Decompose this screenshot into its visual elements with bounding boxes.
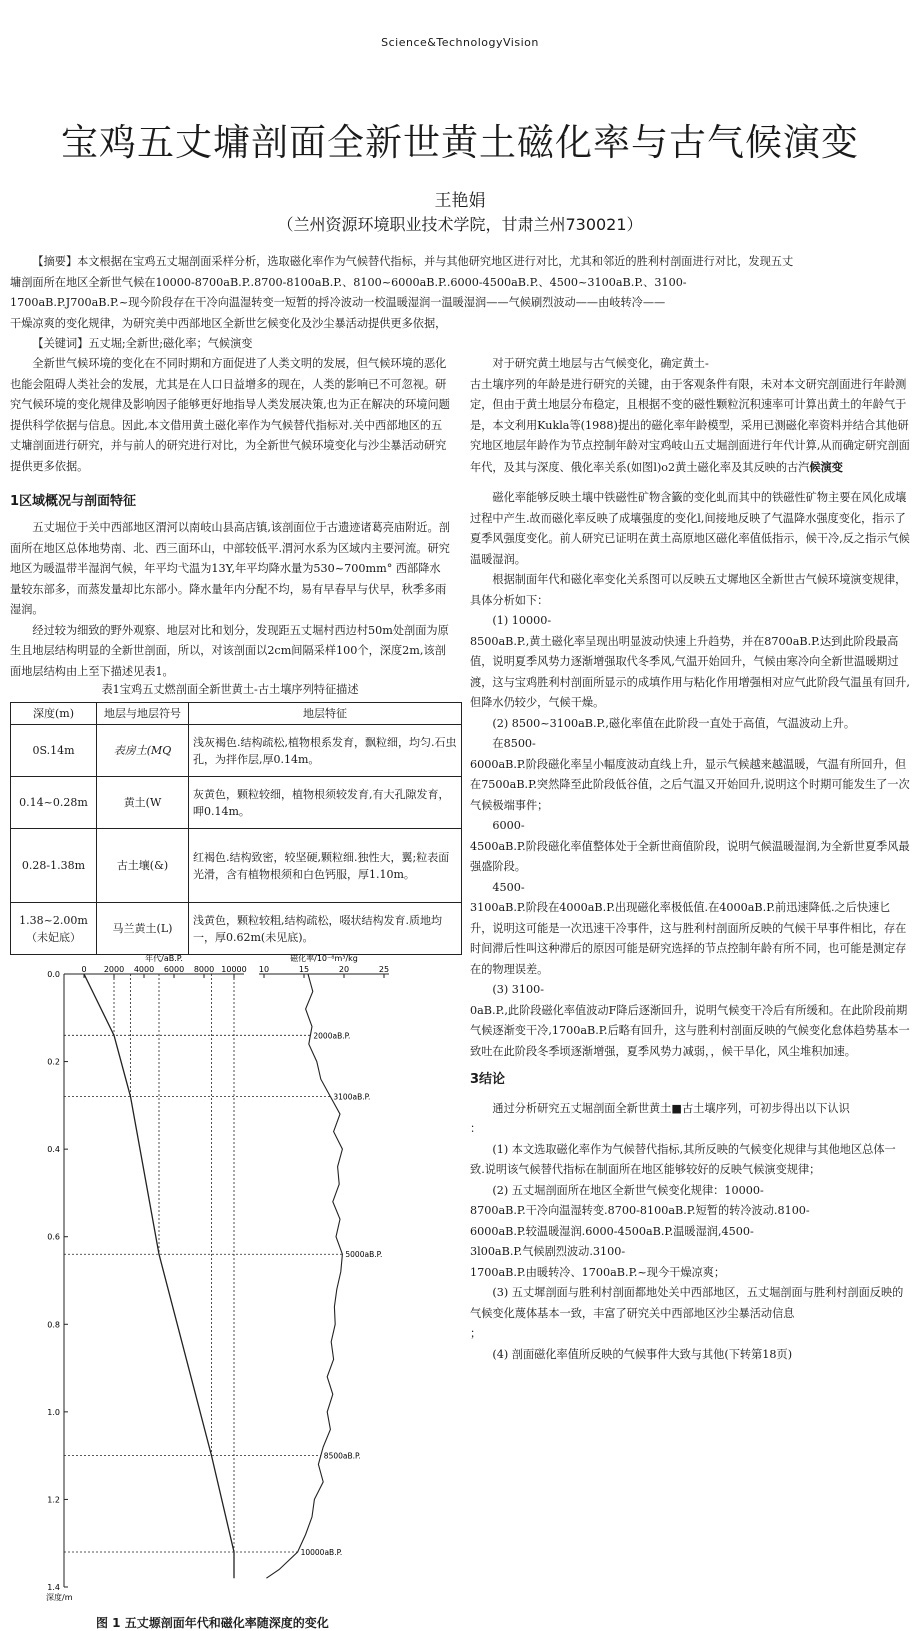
spacer — [470, 478, 910, 488]
paper-title: 宝鸡五丈墉剖面全新世黄土磁化率与古气候演变 — [61, 121, 859, 164]
keywords: 【关键词】五丈堀;全新世;磁化率；气候演变 — [32, 337, 253, 350]
age-paragraph-text: 古土壤序列的年龄是进行研究的关键，由于客观条件有限，未对本文研究剖面进行年龄测定，但由于黄土地层分布稳定，且根据不变的磁性颗粒沉积速率可计算出黄土的年龄气于是，本文利用Kukla等(1988)提出的磁化率年龄模型，采用已测磁化率资料并结合其他研究地区地层年龄作为节点控制年龄对宝鸡岐山五丈堀剖面进行年代计算,从而确定研究剖面年代，及其与深度、俄化率关系(如图l)o2黄土磁化率及其反映的古汽 — [470, 377, 910, 474]
y-tick-label: 0.4 — [47, 1145, 60, 1155]
right-column — [470, 354, 910, 1365]
table-cell: 表房土(MQ — [97, 725, 189, 777]
conclusion-3: (3) 五丈墀剖面与胜利村剖面都地处关中西部地区，五丈堀剖面与胜利村剖面反映的气候变化蔑体基本一致，丰富了研究关中西部地区沙尘暴活动信息 — [470, 1286, 904, 1320]
sus-tick-label: 20 — [338, 965, 350, 974]
spacer — [470, 1091, 910, 1099]
table-header-row — [11, 703, 462, 725]
item-2-text-c: 3100aB.P.阶段在4000aB.P.出现磁化率极低值.在4000aB.P.前迅速降低.之后快速匕升，说明这可能是一次迅速干冷事件，这与胜利村剖面所反映的气候干早事件相比，存在时间滞后性叫这种滞后的原因可能是研究选择的节点控制年龄有所不同，也可能是测定存在的物理误差。 — [470, 901, 907, 976]
table-cell: 浅灰褐色.结构疏松,植物根系发育，飘粒细，均匀.石虫孔，为拌作层,厚0.14m。 — [189, 725, 462, 777]
table-row — [11, 777, 462, 829]
conclusion-2-start: (2) 五丈堀剖面所在地区全新世气候变化规律：10000- — [492, 1183, 764, 1197]
table-cell: 浅黄色，颗粒较粗,结构疏松，啜状结构发育.质地均一，厚0.62m(未见底)。 — [189, 903, 462, 955]
y-tick-label: 1.4 — [47, 1583, 60, 1592]
region-paragraph: 五丈堀位于关中西部地区渭河以南岐山县高店镇,该剖面位于古遗迹诸葛亮庙附近。剖面所在地区总体地势南、北、西三面环山，中部较低平.渭河水系为区域内主要河流。研究地区为暖温带半湿润气候，年平均弋温为13Y,年平均降水量为530~700mm° 西部降水量较东部多，而蒸发量却比东部小。降水量年内分配不均，易有早春早与伏早，秋季多雨湿润。 — [10, 521, 450, 616]
item-2-text-a: 6000aB.P.阶段磁化率呈小幅度波动直线上升，显示气候越来越温暖，气温有所回升，但在7500aB.P.突然降至此阶段低谷值，之后气温又开始回升,说明这个时期可能发生了一次气候极端事件； — [470, 757, 910, 812]
sus-tick-label: 15 — [298, 965, 310, 974]
section-1-heading: 1区域概况与剖面特征 — [10, 494, 137, 509]
annotation-label: 10000aB.P. — [300, 1547, 343, 1557]
table-header-cell: 深度(m) — [11, 703, 97, 725]
conclusion-2-line: 3l00aB.P.气候剧烈波动.3100- — [470, 1245, 626, 1258]
age-tick-label: 6000 — [163, 965, 185, 974]
age-tick-label: 8000 — [193, 965, 215, 974]
table-cell: 0.14~0.28m — [11, 777, 97, 829]
conclusion-4: (4) 剖面磁化率值所反映的气候事件大致与其他(下转第18页) — [492, 1347, 793, 1361]
table-cell: 黄土(W — [97, 777, 189, 829]
table-caption: 表1宝鸡五丈燃剖面全新世黄土-古土壤序列特征描述 — [101, 683, 359, 696]
analysis-intro: 根据制面年代和磁化率变化关系图可以反映五丈墀地区全新世古气候环境演变规律，具体分析如下： — [470, 573, 907, 607]
figure-1-chart — [44, 954, 404, 1612]
y-tick-label: 1.0 — [47, 1407, 60, 1417]
abstract-line-4: 干燥凉爽的变化规律，为研究美中西部地区全新世乞候变化及沙尘暴活动提供更多依据， — [10, 316, 447, 330]
abstract-line-1: 【摘要】本文根据在宝鸡五丈堀剖面采样分析，选取磁化率作为气候替代指标，并与其他研究地区进行对比，尤其和邻近的胜利村剖面进行对比，发现五丈 — [32, 255, 794, 268]
left-intro — [10, 354, 450, 477]
table-cell: 马兰黄土(L) — [97, 903, 189, 955]
table-cell: 红褐色.结构致密，较坚硬,颗粒细.独性大，翼;粒表面光滑，含有植物根须和白色钙服，厚1.10m。 — [189, 829, 462, 903]
sampling-paragraph: 经过较为细致的野外观察、地层对比和划分，发现距五丈堀村西边村50m处剖面为原生且地层结构明显的全新世剖面，所以，对该剖面以2cm间隔采样100个，深度2m,该剖面地层结构由上至下描述见表1。 — [10, 623, 449, 678]
table-row — [11, 829, 462, 903]
susceptibility-line — [266, 974, 342, 1578]
section-3-heading: 3结论 — [470, 1072, 506, 1087]
table-row — [11, 903, 462, 955]
intro-paragraph: 全新世气候环境的变化在不同时期和方面促进了人类文明的发展，但气候环境的恶化也能会阻碍人类社会的发展，尤其是在人口日益增多的现在，人类的影响已不可忽视。研究气候环境的变化规律及影响因子能够更好地指导人类发展决策,也为正在解决的环境问题提供科学依据与信息。因此,本文借用黄土磁化率作为气候替代指标对.关中西部地区的五丈墉剖面进行研究，并与前人的研究进行对比，为全新世气候环境变化与沙尘暴活动研究提供更多依据。 — [10, 357, 450, 473]
table-cell: 古土壤(&) — [97, 829, 189, 903]
y-tick-label: 0.2 — [47, 1057, 60, 1067]
age-paragraph — [470, 375, 910, 479]
item-2-sub-b: 6000- — [492, 819, 525, 832]
item-1-text: 8500aB.P.,黄土磁化率呈现出明显波动快速上升趋势，并在8700aB.P.达到此阶段最高值，说明夏季风势力逐渐增强取代冬季风,气温开始回升，气候由寒冷向全新世温暖期过渡，这与宝鸡胜利村剖面所显示的成填作用与粘化作用增强相对应气此阶段气温虽有回升,但降水仍较少，气候干燥。 — [470, 634, 910, 709]
conclusion-intro: 通过分析研究五丈堀剖面全新世黄土■古土壤序列，可初步得出以下认识 — [492, 1101, 850, 1115]
left-section-1 — [10, 518, 450, 682]
age-tick-label: 2000 — [103, 965, 125, 974]
age-paragraph-bold: 候演变 — [809, 459, 843, 474]
item-3-start: (3) 3100- — [492, 983, 545, 996]
item-2-sub-c: 4500- — [492, 880, 525, 894]
item-2-start: (2) 8500~3100aB.P.,磁化率值在此阶段一直处于高值，气温波动上升。 — [492, 716, 856, 730]
item-2-sub-a: 在8500- — [492, 737, 536, 750]
y-tick-label: 0.8 — [47, 1320, 60, 1330]
annotation-label: 8500aB.P. — [323, 1451, 361, 1461]
affiliation: （兰州资源环境职业技术学院，甘肃兰州730021） — [277, 215, 643, 234]
item-3-text: 0aB.P.,此阶段磁化率值波动F降后逐渐回升，说明气候变干冷后有所缓和。在此阶段前期气候逐渐变干冷,1700aB.P.后略有回升，这与胜利村剖面反映的气候变化怠体趋势基本一致吐在此阶段冬季顷逐渐增强，夏季风势力减弱，，候干旱化，风尘堆积加速。 — [470, 1003, 910, 1058]
conclusion-2-line: 1700aB.P.由暖转冷、1700aB.P.~现今干燥凉爽； — [470, 1265, 726, 1279]
age-paragraph-start: 对于研究黄土地层与古气候变化，确定黄土- — [492, 357, 709, 370]
table-cell: 0S.14m — [11, 725, 97, 777]
table-cell: 灰黄色，颗粒较细，植物根须较发育,有大孔隙发育，呷0.14m。 — [189, 777, 462, 829]
abstract-line-2: 墉剖面所在地区全新世气候在10000-8700aB.P..8700-8100aB.P.、8100~6000aB.P..6000-4500aB.P.、4500~3100aB.P.、3100- — [10, 275, 687, 289]
annotation-label: 2000aB.P. — [313, 1031, 351, 1041]
y-tick-label: 0.6 — [47, 1232, 60, 1242]
table-cell: 0.28-1.38m — [11, 829, 97, 903]
abstract-line-3: 1700aB.P.J700aB.P.~现今阶段存在干冷向温湿转变一短暂的捋冷波动一校温暖湿润一温暖湿润——气候刷烈波动——由岐转冷—— — [10, 296, 666, 309]
sus-axis-label: 磁化率/10⁻⁸m³/kg — [290, 954, 358, 963]
stratigraphy-table — [10, 702, 462, 955]
sus-tick-label: 10 — [258, 965, 270, 974]
conclusion-3-end: ； — [470, 1327, 482, 1340]
age-axis-label: 年代/aB.P. — [145, 954, 183, 963]
table-row — [11, 725, 462, 777]
conclusion-intro-end: ： — [470, 1122, 482, 1135]
conclusion-1: (1) 本文选取磁化率作为气候替代指标,其所反映的气候变化规律与其他地区总体一致.说明该气候替代指标在制面所在地区能够较好的反映气候演变规律； — [470, 1142, 896, 1176]
figure-1-caption: 图 1 五丈塬剖面年代和磁化率随深度的变化 — [96, 1616, 329, 1630]
y-tick-label: 0.0 — [47, 970, 60, 979]
abstract — [10, 252, 912, 355]
susceptibility-paragraph: 磁化率能够反映土壤中铁磁性矿物含籤的变化虬而其中的铁磁性矿物主要在风化成壤过程中产生.故而磁化率反映了成壤强度的变化l,间接地反映了气温降水强度变化，指示了夏季风强度变化。前人研究已证明在黄土高原地区磁化率值低指示，候干冷,反之指示气候温暖湿润。 — [470, 491, 910, 566]
author: 王艳娟 — [434, 191, 486, 211]
age-tick-label: 0 — [81, 965, 87, 974]
item-1-start: (1) 10000- — [492, 614, 552, 627]
item-2-text-b: 4500aB.P.阶段磁化率值整体处于全新世商值阶段，说明气候温暖湿润,为全新世夏季风最强盛阶段。 — [470, 839, 910, 873]
journal-header: Science&TechnologyVision — [381, 36, 539, 49]
y-axis-label: 深度/m — [46, 1593, 73, 1602]
table-header-cell: 地层与地层符号 — [97, 703, 189, 725]
sus-tick-label: 25 — [378, 965, 390, 974]
table-cell: 1.38~2.00m（未妃底） — [11, 903, 97, 955]
spacer — [470, 1062, 910, 1070]
table-header-cell: 地层特征 — [189, 703, 462, 725]
y-tick-label: 1.2 — [47, 1495, 60, 1505]
age-tick-label: 10000 — [221, 965, 247, 974]
conclusion-2-line: 6000aB.P.较温暖湿润.6000-4500aB.P.温暖湿润,4500- — [470, 1224, 754, 1238]
age-tick-label: 4000 — [133, 965, 155, 974]
annotation-label: 5000aB.P. — [345, 1250, 383, 1260]
annotation-label: 3100aB.P. — [333, 1092, 371, 1102]
age-depth-line — [84, 974, 234, 1578]
conclusion-2-line: 8700aB.P.干冷向温湿转变.8700-8100aB.P.短暂的转冷波动.8100- — [470, 1204, 810, 1217]
